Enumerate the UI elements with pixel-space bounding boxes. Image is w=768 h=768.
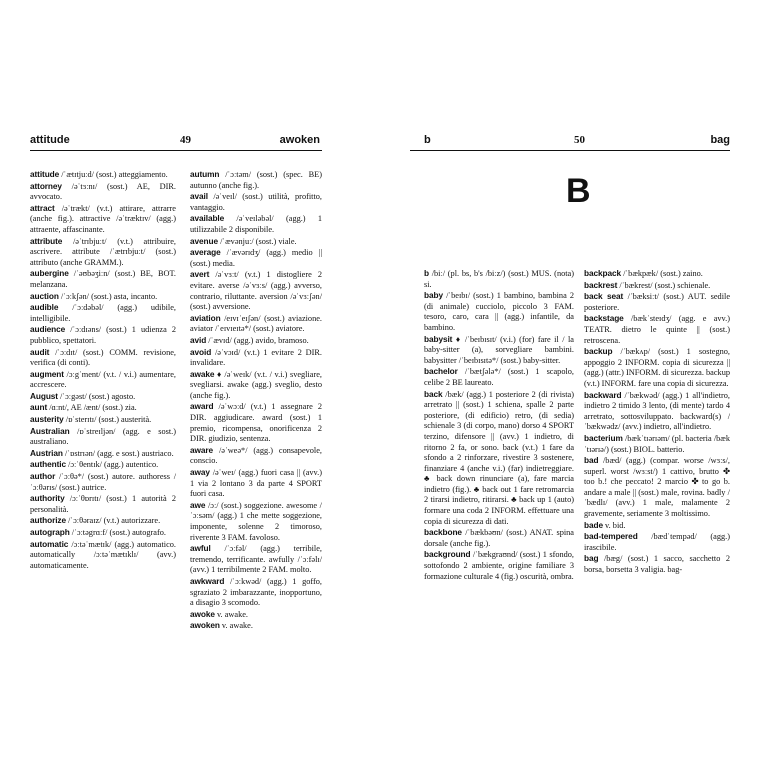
entry-definition: /ˈɔːθəraɪz/ (v.t.) autorizzare.	[65, 516, 161, 526]
entry-definition: /ˈævərɪdʒ/ (agg.) medio || (sost.) media.	[190, 248, 322, 268]
entry-definition: /bæk/ (agg.) 1 posteriore 2 (di rivista) arretrato || (sost.) 1 schiena, spalle 2 parte posteriore, (di edificio) retro, (di sedia) schienale 3 (di corpo, mano) dorso 4 SPORT terzino, difensore || (avv.) 1 indietro, di ritorno 2 fa, or sono. back (v.t.) 1 fare da sfondo a 2 rinforzare, rivestire 3 sostenere, finanziare 4 (anche v.i.) (far) indietreggiare. ♣ back down rinunciare (a), fare marcia indietro (fig.). ♣ back out 1 fare retromarcia 2 tirarsi indietro, ritirarsi. ♣ back up 1 (auto) formare una coda 2 INFORM. effettuare una copia di sicurezza di dati.	[424, 389, 574, 526]
entry-definition: /ˈɔːtəgrɑːf/ (sost.) autografo.	[69, 528, 166, 537]
dictionary-entry	[30, 291, 176, 303]
entry-headword: backrest	[584, 279, 618, 290]
dictionary-entry	[190, 169, 322, 191]
dictionary-entry	[190, 500, 322, 543]
dictionary-entry	[190, 335, 322, 347]
dictionary-entry	[424, 290, 574, 333]
right-column-2	[584, 268, 730, 576]
entry-headword: background	[424, 549, 471, 560]
dictionary-entry	[30, 302, 176, 324]
entry-definition: /ˈɔːfəl/ (agg.) terribile, tremendo, terrificante. awfully /ˈɔːfəlɪ/ (avv.) 1 terribilmente 2 FAM. molto.	[190, 544, 322, 575]
entry-definition: /ˈɒstrɪən/ (agg. e sost.) austriaco.	[62, 448, 174, 458]
entry-definition: /əˈtrɪbjuːt/ (v.t.) attribuire, ascrivere. attribute /ˈætrɪbjuːt/ (sost.) attributo (anche GRAMM.).	[30, 236, 176, 267]
entry-definition: /ˈɔːdɪəns/ (sost.) 1 udienza 2 pubblico, spettatori.	[30, 325, 176, 345]
dictionary-entry	[584, 291, 730, 313]
entry-headword: avail	[190, 191, 208, 202]
entry-definition: /ˈbætʃələ*/ (sost.) 1 scapolo, celibe 2 BE laureato.	[424, 367, 574, 387]
entry-definition: ♦ /əˈweɪk/ (v.t. / v.i.) svegliare, svegliarsi. awake (agg.) sveglio, desto (anche fig.).	[190, 369, 322, 400]
entry-definition: /ɔːˈθentɪk/ (agg.) autentico.	[65, 460, 159, 470]
dictionary-entry	[190, 236, 322, 248]
entry-headword: award	[190, 401, 214, 412]
entry-headword: backstage	[584, 313, 624, 324]
right-running-head	[424, 134, 730, 150]
entry-definition: /bæg/ (sost.) 1 sacco, sacchetto 2 borsa, borsetta 3 valigia. bag-	[584, 554, 730, 575]
entry-headword: bade	[584, 519, 603, 530]
entry-definition: /əˈweə*/ (agg.) consapevole, conscio.	[190, 445, 322, 466]
entry-definition: /ɒˈstreɪljən/ (agg. e sost.) australiano.	[30, 426, 176, 447]
entry-headword: auction	[30, 290, 59, 301]
entry-headword: August	[30, 390, 58, 401]
entry-headword: aunt	[30, 402, 48, 413]
entry-definition: /ˈbækʌp/ (sost.) 1 sostegno, appoggio 2 INFORM. copia di sicurezza || (agg.) (attr.) INFORM. di sicurezza. backup (v.t.) INFORM. fare una copia di sicurezza.	[584, 347, 730, 388]
entry-headword: attitude	[30, 169, 60, 179]
dictionary-entry	[190, 269, 322, 312]
entry-definition: /ˈbækrest/ (sost.) schienale.	[617, 280, 711, 290]
entry-definition: /ˈɔːkʃən/ (sost.) asta, incanto.	[58, 291, 158, 301]
entry-headword: avoid	[190, 346, 212, 357]
entry-headword: awoken	[190, 620, 220, 631]
entry-definition: /ˈbækbəʊn/ (sost.) ANAT. spina dorsale (anche fig.).	[424, 528, 574, 548]
left-page-number: 49	[180, 134, 191, 146]
dictionary-entry	[190, 620, 322, 632]
entry-definition: /ɔːgˈment/ (v.t. / v.i.) aumentare, accrescere.	[30, 369, 176, 390]
entry-headword: back seat	[584, 291, 624, 302]
entry-headword: bacterium	[584, 432, 623, 443]
dictionary-entry	[190, 445, 322, 467]
right-header-rule	[410, 150, 730, 151]
entry-definition: ♦ /ˈbeɪbɪsɪt/ (v.i.) (for) fare il / la baby-sitter (a), sorvegliare bambini. babysitter /ˈbeɪbɪsɪtə*/ (sost.) baby-sitter.	[424, 334, 574, 365]
entry-definition: v. awake.	[214, 609, 248, 619]
dictionary-entry	[30, 181, 176, 203]
dictionary-entry	[30, 347, 176, 369]
entry-definition: /ˈævənjuː/ (sost.) viale.	[218, 236, 297, 246]
left-guide-word-first: attitude	[30, 134, 70, 146]
dictionary-entry	[424, 527, 574, 549]
entry-definition: /əˈtrækt/ (v.t.) attirare, attrarre (anche fig.). attractive /əˈtræktɪv/ (agg.) attraente, affascinante.	[30, 203, 176, 234]
entry-headword: awoke	[190, 608, 215, 619]
dictionary-entry	[190, 576, 322, 609]
entry-definition: /ˈætɪtjuːd/ (sost.) atteggiamento.	[59, 170, 168, 179]
entry-definition: /ˈɔːdəbəl/ (agg.) udibile, intelligibile.	[30, 303, 176, 323]
dictionary-entry	[30, 448, 176, 460]
dictionary-entry	[584, 313, 730, 346]
entry-headword: awful	[190, 543, 211, 554]
entry-headword: avert	[190, 269, 210, 280]
entry-headword: backup	[584, 346, 613, 357]
dictionary-entry	[190, 543, 322, 576]
right-guide-word-first: b	[424, 134, 431, 146]
entry-definition: /ˈɔːdɪt/ (sost.) COMM. revisione, verifica (di conti).	[30, 347, 176, 368]
entry-headword: backward	[584, 389, 622, 400]
dictionary-entry	[190, 313, 322, 335]
entry-headword: awkward	[190, 575, 225, 586]
dictionary-entry	[30, 203, 176, 236]
dictionary-entry	[30, 539, 176, 572]
dictionary-entry	[424, 334, 574, 367]
entry-headword: authentic	[30, 459, 66, 470]
dictionary-entry	[584, 346, 730, 389]
entry-definition: /ˈbæksiːt/ (sost.) AUT. sedile posteriore.	[584, 292, 730, 312]
dictionary-entry	[584, 455, 730, 520]
dictionary-entry	[30, 527, 176, 539]
entry-headword: authorize	[30, 515, 66, 526]
dictionary-entry	[30, 515, 176, 527]
entry-definition: /əˈvɔɪd/ (v.t.) 1 evitare 2 DIR. invalidare.	[190, 347, 322, 368]
entry-definition: /ˈbækpæk/ (sost.) zaino.	[621, 269, 703, 278]
dictionary-entry	[30, 391, 176, 403]
dictionary-entry	[30, 426, 176, 448]
dictionary-entry	[190, 213, 322, 235]
entry-definition: /ˈbækwəd/ (agg.) 1 all'indietro, indietro 2 timido 3 lento, (di mente) tardo 4 arretrato, sottosviluppato. backward(s) /ˈbækwədz/ (avv.) indietro, all'indietro.	[584, 390, 730, 432]
right-page-number: 50	[574, 134, 585, 146]
entry-headword: average	[190, 247, 221, 258]
entry-headword: authority	[30, 493, 65, 504]
entry-definition: /ɔː/ (sost.) soggezione. awesome /ˈɔːsəm/ (agg.) 1 che mette soggezione, imponente, solenne 2 timoroso, riverente 3 FAM. favoloso.	[190, 500, 322, 542]
entry-headword: bag	[584, 553, 599, 564]
dictionary-entry	[30, 493, 176, 515]
entry-headword: austerity	[30, 414, 64, 425]
entry-definition: /əˈvɜːt/ (v.t.) 1 distogliere 2 evitare. averse /əˈvɜːs/ (agg.) avverso, contrario, riluttante. aversion /əˈvɜːʃən/ (sost.) avversione.	[190, 270, 322, 312]
entry-headword: aubergine	[30, 268, 69, 279]
entry-headword: backpack	[584, 268, 622, 278]
entry-headword: available	[190, 213, 225, 224]
entry-definition: /eɪvɪˈeɪʃən/ (sost.) aviazione. aviator /ˈeɪvɪeɪtə*/ (sost.) aviatore.	[190, 313, 322, 334]
right-column-1	[424, 268, 574, 582]
entry-definition: /ɑːnt/, AE /ænt/ (sost.) zia.	[47, 403, 137, 413]
entry-definition: /ˈɔːtəm/ (sost.) (spec. BE) autunno (anche fig.).	[190, 170, 322, 190]
entry-headword: aviation	[190, 312, 221, 323]
entry-headword: audit	[30, 346, 50, 357]
dictionary-entry	[584, 280, 730, 292]
dictionary-entry	[190, 609, 322, 621]
entry-headword: augment	[30, 368, 64, 379]
entry-definition: v. bid.	[602, 520, 626, 530]
entry-headword: automatic	[30, 538, 69, 549]
entry-definition: /ˈɔːθə*/ (sost.) autore. authoress /ˈɔːθərɪs/ (sost.) autrice.	[30, 472, 176, 492]
entry-definition: /ˈəʊbəʒiːn/ (sost.) BE, BOT. melanzana.	[30, 269, 176, 289]
entry-headword: baby	[424, 290, 443, 301]
left-column-1	[30, 169, 176, 571]
entry-headword: Australian	[30, 425, 70, 436]
dictionary-entry	[424, 549, 574, 582]
entry-headword: audible	[30, 302, 59, 313]
dictionary-entry	[584, 268, 730, 280]
dictionary-entry	[190, 369, 322, 402]
entry-headword: b	[424, 268, 429, 278]
dictionary-entry	[190, 247, 322, 269]
dictionary-entry	[30, 414, 176, 426]
entry-definition: /ˈɔːgəst/ (sost.) agosto.	[57, 391, 136, 401]
entry-headword: attribute	[30, 235, 63, 246]
dictionary-entry	[424, 389, 574, 528]
entry-headword: babysit	[424, 333, 453, 344]
entry-headword: aware	[190, 444, 214, 455]
entry-definition: /biː/ (pl. bs, b's /biːz/) (sost.) MUS. (nota) si.	[424, 269, 574, 289]
dictionary-entry	[30, 471, 176, 493]
section-letter: B	[566, 172, 591, 210]
entry-headword: bachelor	[424, 366, 458, 377]
entry-headword: bad	[584, 455, 599, 466]
entry-definition: /əˈweɪ/ (agg.) fuori casa || (avv.) 1 via 2 lontano 3 da parte 4 SPORT fuori casa.	[190, 468, 322, 499]
dictionary-entry	[30, 402, 176, 414]
dictionary-entry	[584, 531, 730, 553]
dictionary-entry	[30, 236, 176, 269]
dictionary-entry	[584, 390, 730, 433]
entry-definition: /ɒˈsterɪtɪ/ (sost.) austerità.	[63, 415, 152, 425]
entry-definition: /ˈbeɪbɪ/ (sost.) 1 bambino, bambina 2 (di animale) cucciolo, piccolo 3 FAM. tesoro, caro, cara || (agg.) infantile, da bambino.	[424, 291, 574, 332]
entry-headword: author	[30, 471, 56, 482]
right-page	[384, 0, 768, 768]
entry-definition: /bækˈtɪərɪəm/ (pl. bacteria /bækˈtɪərɪə/) (sost.) BIOL. batterio.	[584, 433, 730, 454]
dictionary-entry	[30, 169, 176, 181]
entry-headword: attorney	[30, 180, 62, 191]
dictionary-entry	[30, 369, 176, 391]
entry-headword: autumn	[190, 169, 220, 179]
entry-definition: /ɔːtəˈmætɪk/ (agg.) automatico. automatically /ɔːtəˈmætɪklɪ/ (avv.) automaticamente.	[30, 539, 176, 570]
entry-definition: /ɔːˈθɒrɪtɪ/ (sost.) 1 autorità 2 personalità.	[30, 494, 176, 514]
dictionary-entry	[584, 520, 730, 532]
dictionary-entry	[30, 324, 176, 346]
entry-definition: v. awake.	[219, 621, 253, 631]
dictionary-entry	[30, 459, 176, 471]
dictionary-entry	[190, 401, 322, 444]
dictionary-entry	[424, 268, 574, 290]
dictionary-entry	[30, 268, 176, 290]
entry-definition: /bækˈsteɪdʒ/ (agg. e avv.) TEATR. dietro le quinte || (sost.) retroscena.	[584, 314, 730, 345]
entry-definition: /bædˈtempəd/ (agg.) irascibile.	[584, 532, 730, 552]
left-guide-word-last: awoken	[279, 134, 320, 146]
dictionary-entry	[584, 553, 730, 575]
dictionary-entry	[190, 191, 322, 213]
entry-headword: awake	[190, 368, 215, 379]
entry-headword: avid	[190, 334, 207, 345]
entry-definition: /ˈɔːkwəd/ (agg.) 1 goffo, sgraziato 2 imbarazzante, inopportuno, a disagio 3 scomodo.	[190, 576, 322, 608]
entry-definition: /əˈtɜːnɪ/ (sost.) AE, DIR. avvocato.	[30, 181, 176, 202]
entry-definition: /ˈævɪd/ (agg.) avido, bramoso.	[206, 335, 309, 345]
entry-definition: /bæd/ (agg.) (compar. worse /wɜːs/, superl. worst /wɜːst/) 1 cattivo, brutto ✤ too b.! che peccato! 2 marcio ✤ to go b. andare a male || (sost.) male, rovina. badly /ˈbædlɪ/ (avv.) 1 male, malamente 2 gravemente, seriamente 3 moltissimo.	[584, 456, 730, 519]
entry-headword: awe	[190, 499, 206, 510]
entry-definition: /əˈveɪl/ (sost.) utilità, profitto, vantaggio.	[190, 192, 322, 212]
dictionary-entry	[190, 467, 322, 500]
entry-definition: /əˈveɪləbəl/ (agg.) 1 utilizzabile 2 disponibile.	[190, 214, 322, 234]
entry-definition: /ˈbækgraʊnd/ (sost.) 1 sfondo, sottofondo 2 ambiente, origine familiare 3 formazione culturale 4 (fig.) oscurità, ombra.	[424, 550, 574, 581]
entry-headword: avenue	[190, 235, 218, 246]
dictionary-entry	[424, 366, 574, 388]
left-running-head	[30, 134, 320, 150]
entry-definition: /əˈwɔːd/ (v.t.) 1 assegnare 2 DIR. aggiudicare. award (sost.) 1 premio, ricompensa, onorificenza 2 DIR. giudizio, sentenza.	[190, 402, 322, 444]
dictionary-entry	[584, 433, 730, 455]
entry-headword: audience	[30, 324, 66, 335]
entry-headword: away	[190, 467, 210, 478]
entry-headword: bad-tempered	[584, 531, 638, 542]
dictionary-entry	[190, 347, 322, 369]
left-header-rule	[30, 150, 322, 151]
entry-headword: back	[424, 388, 443, 399]
entry-headword: attract	[30, 202, 55, 213]
entry-headword: Austrian	[30, 447, 63, 458]
entry-headword: autograph	[30, 527, 70, 537]
left-column-2	[190, 169, 322, 632]
entry-headword: backbone	[424, 527, 462, 538]
right-guide-word-last: bag	[710, 134, 730, 146]
